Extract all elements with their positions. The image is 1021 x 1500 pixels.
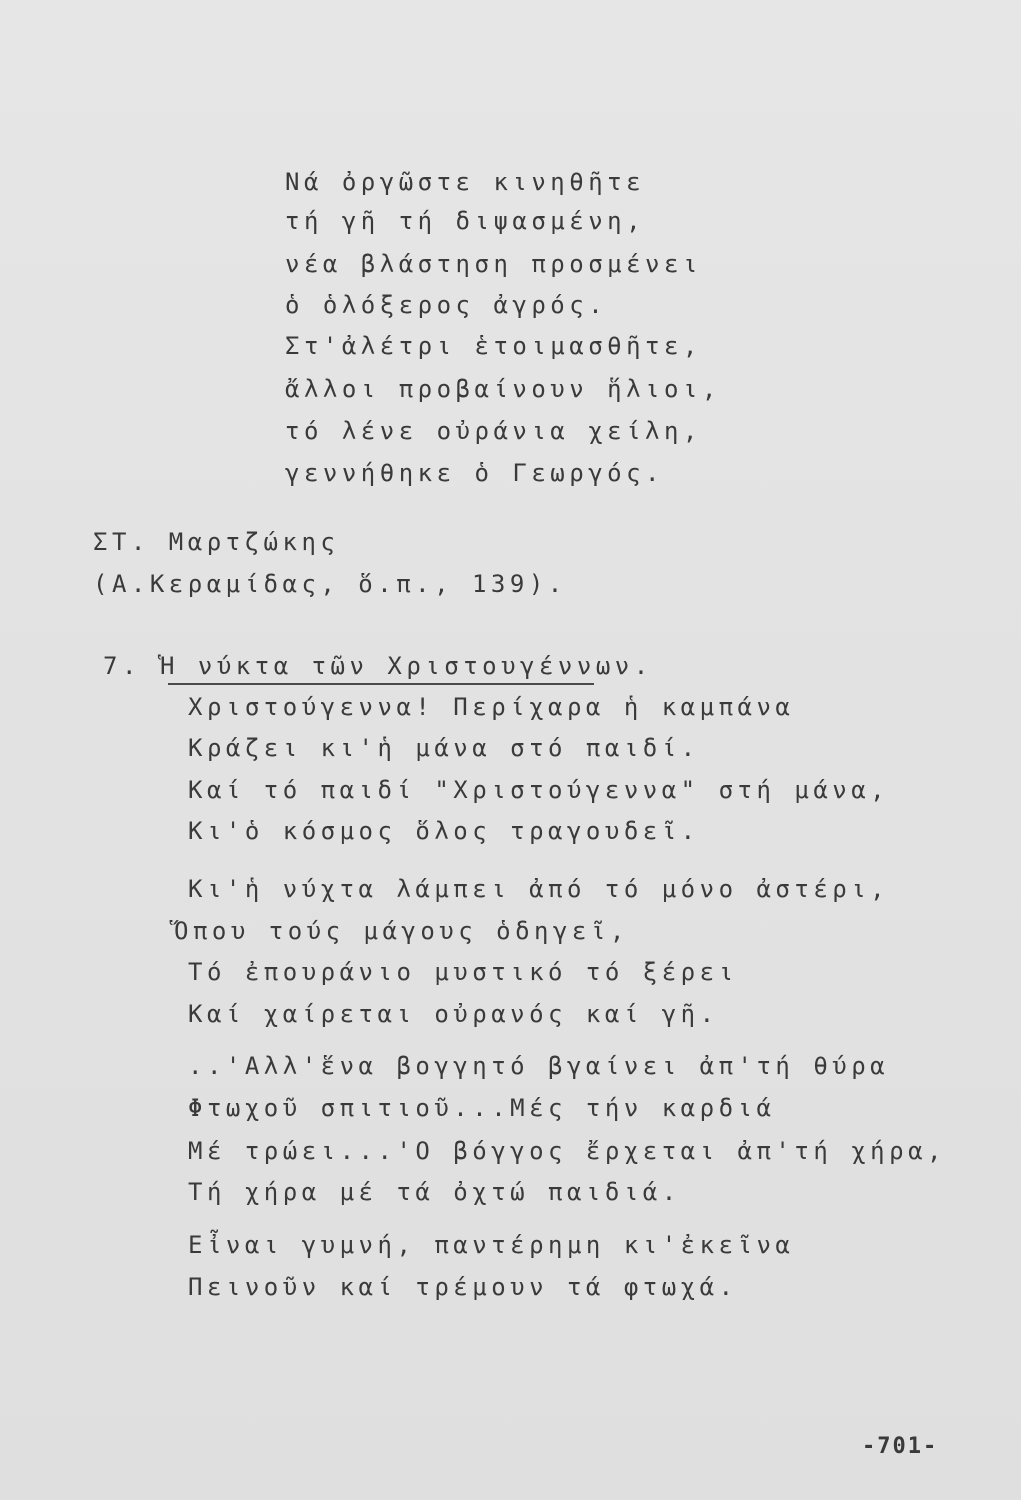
section-title: Ἡ νύκτα τῶν Χριστουγέννων. (160, 652, 653, 680)
poem-line-6: Ὅπου τούς μάγους ὁδηγεῖ, (174, 917, 629, 945)
poem-line-10: Φτωχοῦ σπιτιοῦ...Μές τήν καρδιά (188, 1094, 776, 1122)
poem-line-5: Κι'ἡ νύχτα λάμπει ἀπό τό μόνο ἀστέρι, (188, 875, 890, 903)
stanza1-line-1: Νά ὀργῶστε κινηθῆτε (285, 168, 646, 196)
poem-line-13: Εἶναι γυμνή, παντέρημη κι'ἐκεῖνα (188, 1231, 795, 1259)
poem-line-7: Τό ἐπουράνιο μυστικό τό ξέρει (188, 958, 738, 986)
stanza1-line-8: γεννήθηκε ὁ Γεωργός. (285, 459, 664, 487)
stanza1-line-7: τό λένε οὐράνια χείλη, (285, 417, 702, 445)
stanza1-line-4: ὁ ὁλόξερος ἀγρός. (285, 291, 608, 319)
title-underline (168, 683, 594, 685)
stanza1-line-6: ἄλλοι προβαίνουν ἥλιοι, (285, 375, 721, 403)
stanza1-line-3: νέα βλάστηση προσμένει (285, 250, 702, 278)
poem-line-2: Κράζει κι'ἡ μάνα στό παιδί. (188, 734, 700, 762)
poem-line-4: Κι'ὁ κόσμος ὅλος τραγουδεῖ. (188, 817, 700, 845)
poem-line-11: Μέ τρώει...'Ο βόγγος ἔρχεται ἀπ'τή χήρα, (188, 1137, 946, 1165)
poem-line-8: Καί χαίρεται οὐρανός καί γῆ. (188, 1000, 719, 1028)
poem-line-9: ..'Αλλ'ἕνα βογγητό βγαίνει ἀπ'τή θύρα (188, 1052, 890, 1080)
page-number: -701- (862, 1434, 939, 1459)
poem-line-3: Καί τό παιδί "Χριστούγεννα" στή μάνα, (188, 776, 890, 804)
attribution-author: ΣΤ. Μαρτζώκης (93, 528, 340, 556)
section-number: 7. (103, 652, 141, 680)
poem-line-1: Χριστούγεννα! Περίχαρα ἡ καμπάνα (188, 693, 795, 721)
stanza1-line-2: τή γῆ τή διψασμένη, (285, 207, 646, 235)
poem-line-12: Τή χήρα μέ τά ὀχτώ παιδιά. (188, 1178, 681, 1206)
poem-line-14: Πεινοῦν καί τρέμουν τά φτωχά. (188, 1273, 738, 1301)
attribution-source: (Α.Κεραμίδας, ὅ.π., 139). (93, 570, 567, 598)
stanza1-line-5: Στ'ἀλέτρι ἑτοιμασθῆτε, (285, 332, 702, 360)
